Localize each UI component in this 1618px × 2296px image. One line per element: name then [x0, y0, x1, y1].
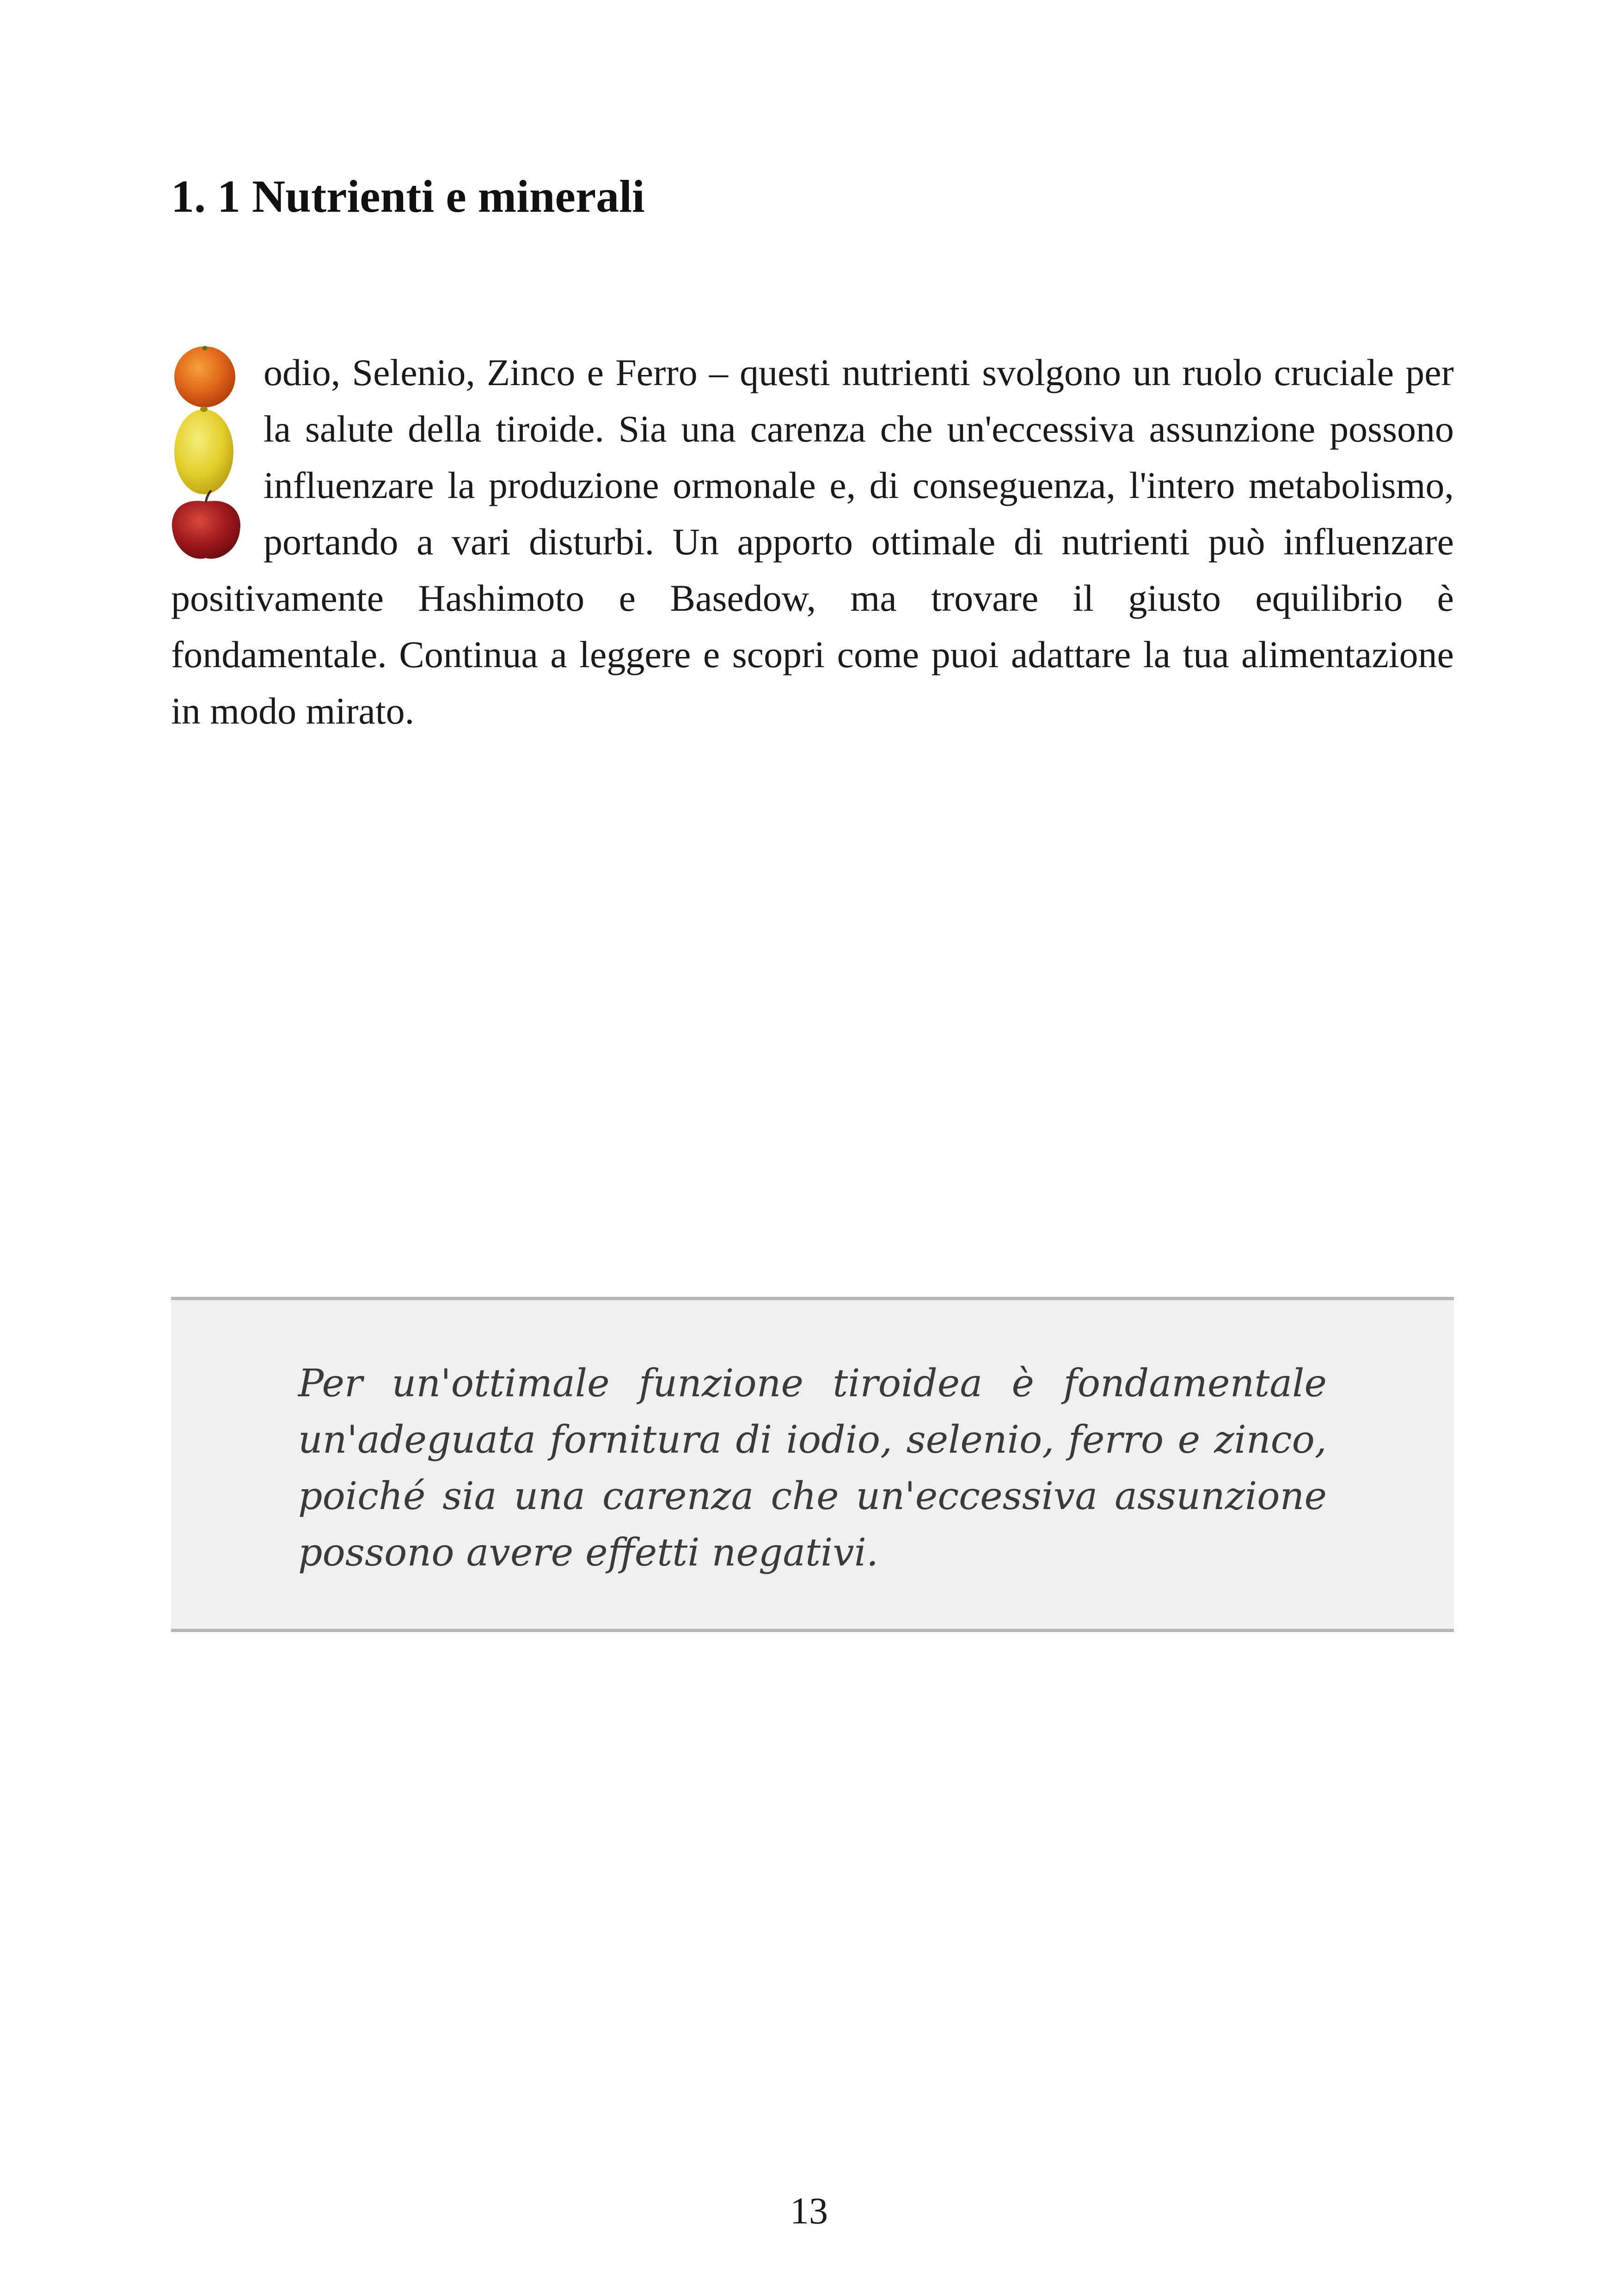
section-heading: 1. 1 Nutrienti e minerali	[171, 171, 645, 222]
page-number: 13	[790, 2190, 828, 2232]
intro-paragraph-text: odio, Selenio, Zinco e Ferro – questi nutrienti svolgono un ruolo cruciale per la salute della tiroide. Sia una carenza che un'eccessiva assunzione possono influenzare la produzione ormonale e, di conseguenza, l'intero metabolismo, portando a vari disturbi. Un apporto ottimale di nutrienti può influenzare positivamente Hashimoto e Basedow, ma trovare il giusto equilibrio è fondamentale. Continua a leggere e scopri come puoi adattare la tua alimentazione in modo mirato.	[171, 351, 1454, 732]
callout-text: Per un'ottimale funzione tiroidea è fondamentale un'adeguata fornitura di iodio, selenio, ferro e zinco, poiché sia una carenza che un'eccessiva assunzione possono avere effetti negativi.	[298, 1362, 1327, 1575]
drop-initial-space	[171, 344, 264, 570]
callout-box	[171, 1297, 1454, 1632]
intro-paragraph	[171, 344, 1454, 739]
